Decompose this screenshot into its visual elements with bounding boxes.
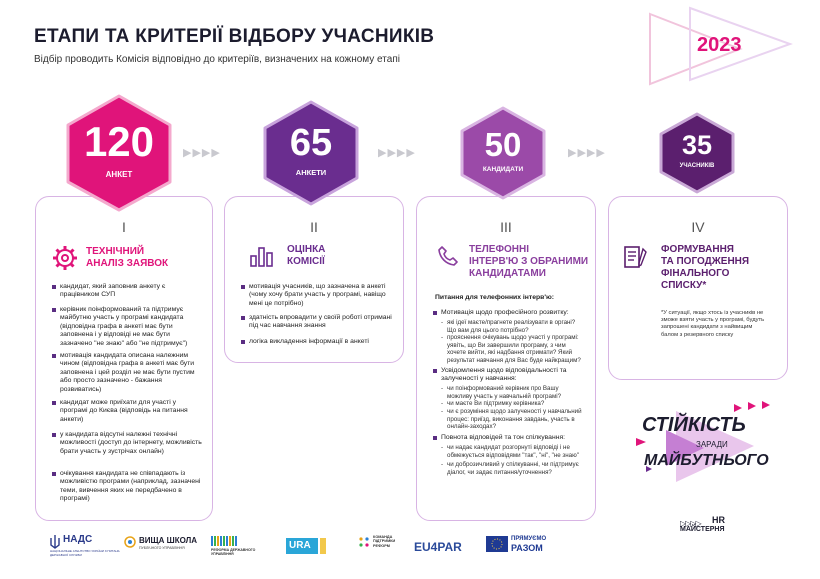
stage-heading: ТЕЛЕФОННІ ІНТЕРВ'Ю З ОБРАНИМИ КАНДИДАТАМИ <box>469 244 589 279</box>
resilience-brand <box>636 396 786 496</box>
logo-eu4par: EU4PAR <box>414 540 462 554</box>
phone-icon <box>437 245 459 267</box>
stage-roman: I <box>122 219 126 235</box>
arrow-connector: ▶▶▶▶ <box>378 147 416 159</box>
brand-line2: ЗАРАДИ <box>696 440 728 449</box>
reform-stripes-icon <box>211 536 237 546</box>
stage-heading: ТЕХНІЧНИЙ АНАЛІЗ ЗАЯВОК <box>86 246 169 269</box>
chart-bars-icon <box>249 244 273 268</box>
stage-unit: УЧАСНИКІВ <box>679 163 715 169</box>
document-pen-icon <box>623 245 649 271</box>
criterion-item: Повнота відповідей та тон спілкування: <box>441 434 587 442</box>
stage-count: 50 <box>484 126 522 163</box>
gear-icon <box>52 245 78 271</box>
stage-hexagon-3 <box>456 106 550 200</box>
stage-roman: IV <box>691 219 705 235</box>
interview-intro: Питання для телефонних інтерв'ю: <box>435 294 555 301</box>
criterion-item: керівник поінформований та підтримує майбутню участь у програмі кандидата (відповідна графа в анкеті має бути заповнена і у відповіді не має бути зазначено "не знаю" або "не підтримує") <box>60 306 202 348</box>
footnote-text: *У ситуації, якщо хтось із учасників не зможе взяти участь у програмі, будуть запрошені кандидати з найвищим балом з резервного списку <box>661 310 765 338</box>
criterion-item: Усвідомлення щодо відповідальності та залученості у навчання: <box>441 367 587 384</box>
arrow-connector: ▶▶▶▶ <box>183 147 221 159</box>
question-item: - чи маєте Ви підтримку керівника? <box>441 400 545 407</box>
eu-flag-icon <box>486 536 508 552</box>
criterion-item: логіка викладення інформації в анкеті <box>249 338 393 346</box>
stage-count: 35 <box>681 130 713 160</box>
question-item: - прояснення очікувань щодо участі у програмі: уявіть, що Ви завершили програму, з чим хочете вийти, які надбання отримати? Який результат навчання для Вас буде найкращим? <box>441 334 581 364</box>
stage-hexagon-4 <box>656 112 738 194</box>
page-title: ЕТАПИ ТА КРИТЕРІЇ ВІДБОРУ УЧАСНИКІВ <box>34 26 435 47</box>
stage-unit: АНКЕТИ <box>295 168 327 177</box>
stage-roman: III <box>500 219 512 235</box>
arrow-connector: ▶▶▶▶ <box>568 147 606 159</box>
brand-line3: МАЙБУТНЬОГО <box>644 452 769 469</box>
question-item: - чи поінформований керівник про Вашу можливу участь у навчальній програмі? <box>441 385 562 400</box>
logo-razom: ПРЯМУЄМО РАЗОМ <box>486 536 556 556</box>
criterion-item: у кандидата відсутні належні технічні можливості (доступ до інтернету, можливість брати участь у зустрічах онлайн) <box>60 431 202 456</box>
stage-card-3 <box>416 196 596 521</box>
stage-unit: КАНДИДАТИ <box>482 166 524 173</box>
stage-count: 120 <box>83 118 155 165</box>
criterion-item: кандидат, який заповнив анкету є працівником СУП <box>60 283 202 300</box>
question-item: - чи є розуміння щодо залученості у навчальний процес: приїзд, виконання завдань, участь в онлайн-заходах? <box>441 408 582 431</box>
stage-heading: ФОРМУВАННЯ ТА ПОГОДЖЕННЯ ФІНАЛЬНОГО СПИСКУ* <box>661 244 750 291</box>
criterion-item: мотивація кандидата описана належним чином (відповідна графа в анкеті має бути заповнена і цей розділ не має бути пустим або просто зазначено - бажання розвиватись) <box>60 352 202 394</box>
question-item: - які ідеї маєте/прагнете реалізувати в органі? Що вам для цього потрібно? <box>441 319 576 334</box>
criterion-item: Мотивація щодо професійного розвитку: <box>441 309 587 317</box>
brand-line1: СТІЙКІСТЬ <box>642 414 746 436</box>
trident-icon <box>50 534 60 550</box>
stage-card-4 <box>608 196 788 380</box>
question-item: - чи надає кандидат розгорнуті відповіді і не обмежується відповідями "так", "ні", "не знаю" <box>441 444 579 459</box>
stage-unit: АНКЕТ <box>105 170 133 179</box>
stage-roman: II <box>310 219 318 235</box>
logo-ura: URA <box>286 538 336 556</box>
stage-count: 65 <box>289 122 333 164</box>
stage-hexagon-1 <box>60 94 178 212</box>
stage-card-1 <box>35 196 213 521</box>
stage-hexagon-2 <box>258 100 364 206</box>
question-item: - чи доброзичливий у спілкуванні, чи підтримує діалог, чи задає питання/уточнення? <box>441 461 579 476</box>
page-subtitle: Відбір проводить Комісія відповідно до критеріїв, визначених на кожному етапі <box>34 54 400 65</box>
year-label: 2023 <box>697 34 742 56</box>
team-dots-icon <box>358 536 370 548</box>
criterion-item: здатність впровадити у своїй роботі отримані під час навчання знання <box>249 314 393 331</box>
stage-card-2 <box>224 196 404 363</box>
criterion-item: очікування кандидата не співпадають із можливістю програми (наприклад, зазначені теми, вивчення яких не передбачено в програмі) <box>60 470 202 504</box>
criterion-item: мотивація учасників, що зазначена в анкеті (чому хочу брати участь у програмі, навіщо мені це потрібно) <box>249 283 393 308</box>
criterion-item: кандидат може приїхати для участі у програмі до Києва (відповідь на питання анкети) <box>60 399 202 424</box>
school-emblem-icon <box>124 536 136 548</box>
stage-heading: ОЦІНКА КОМІСІЇ <box>287 244 326 267</box>
